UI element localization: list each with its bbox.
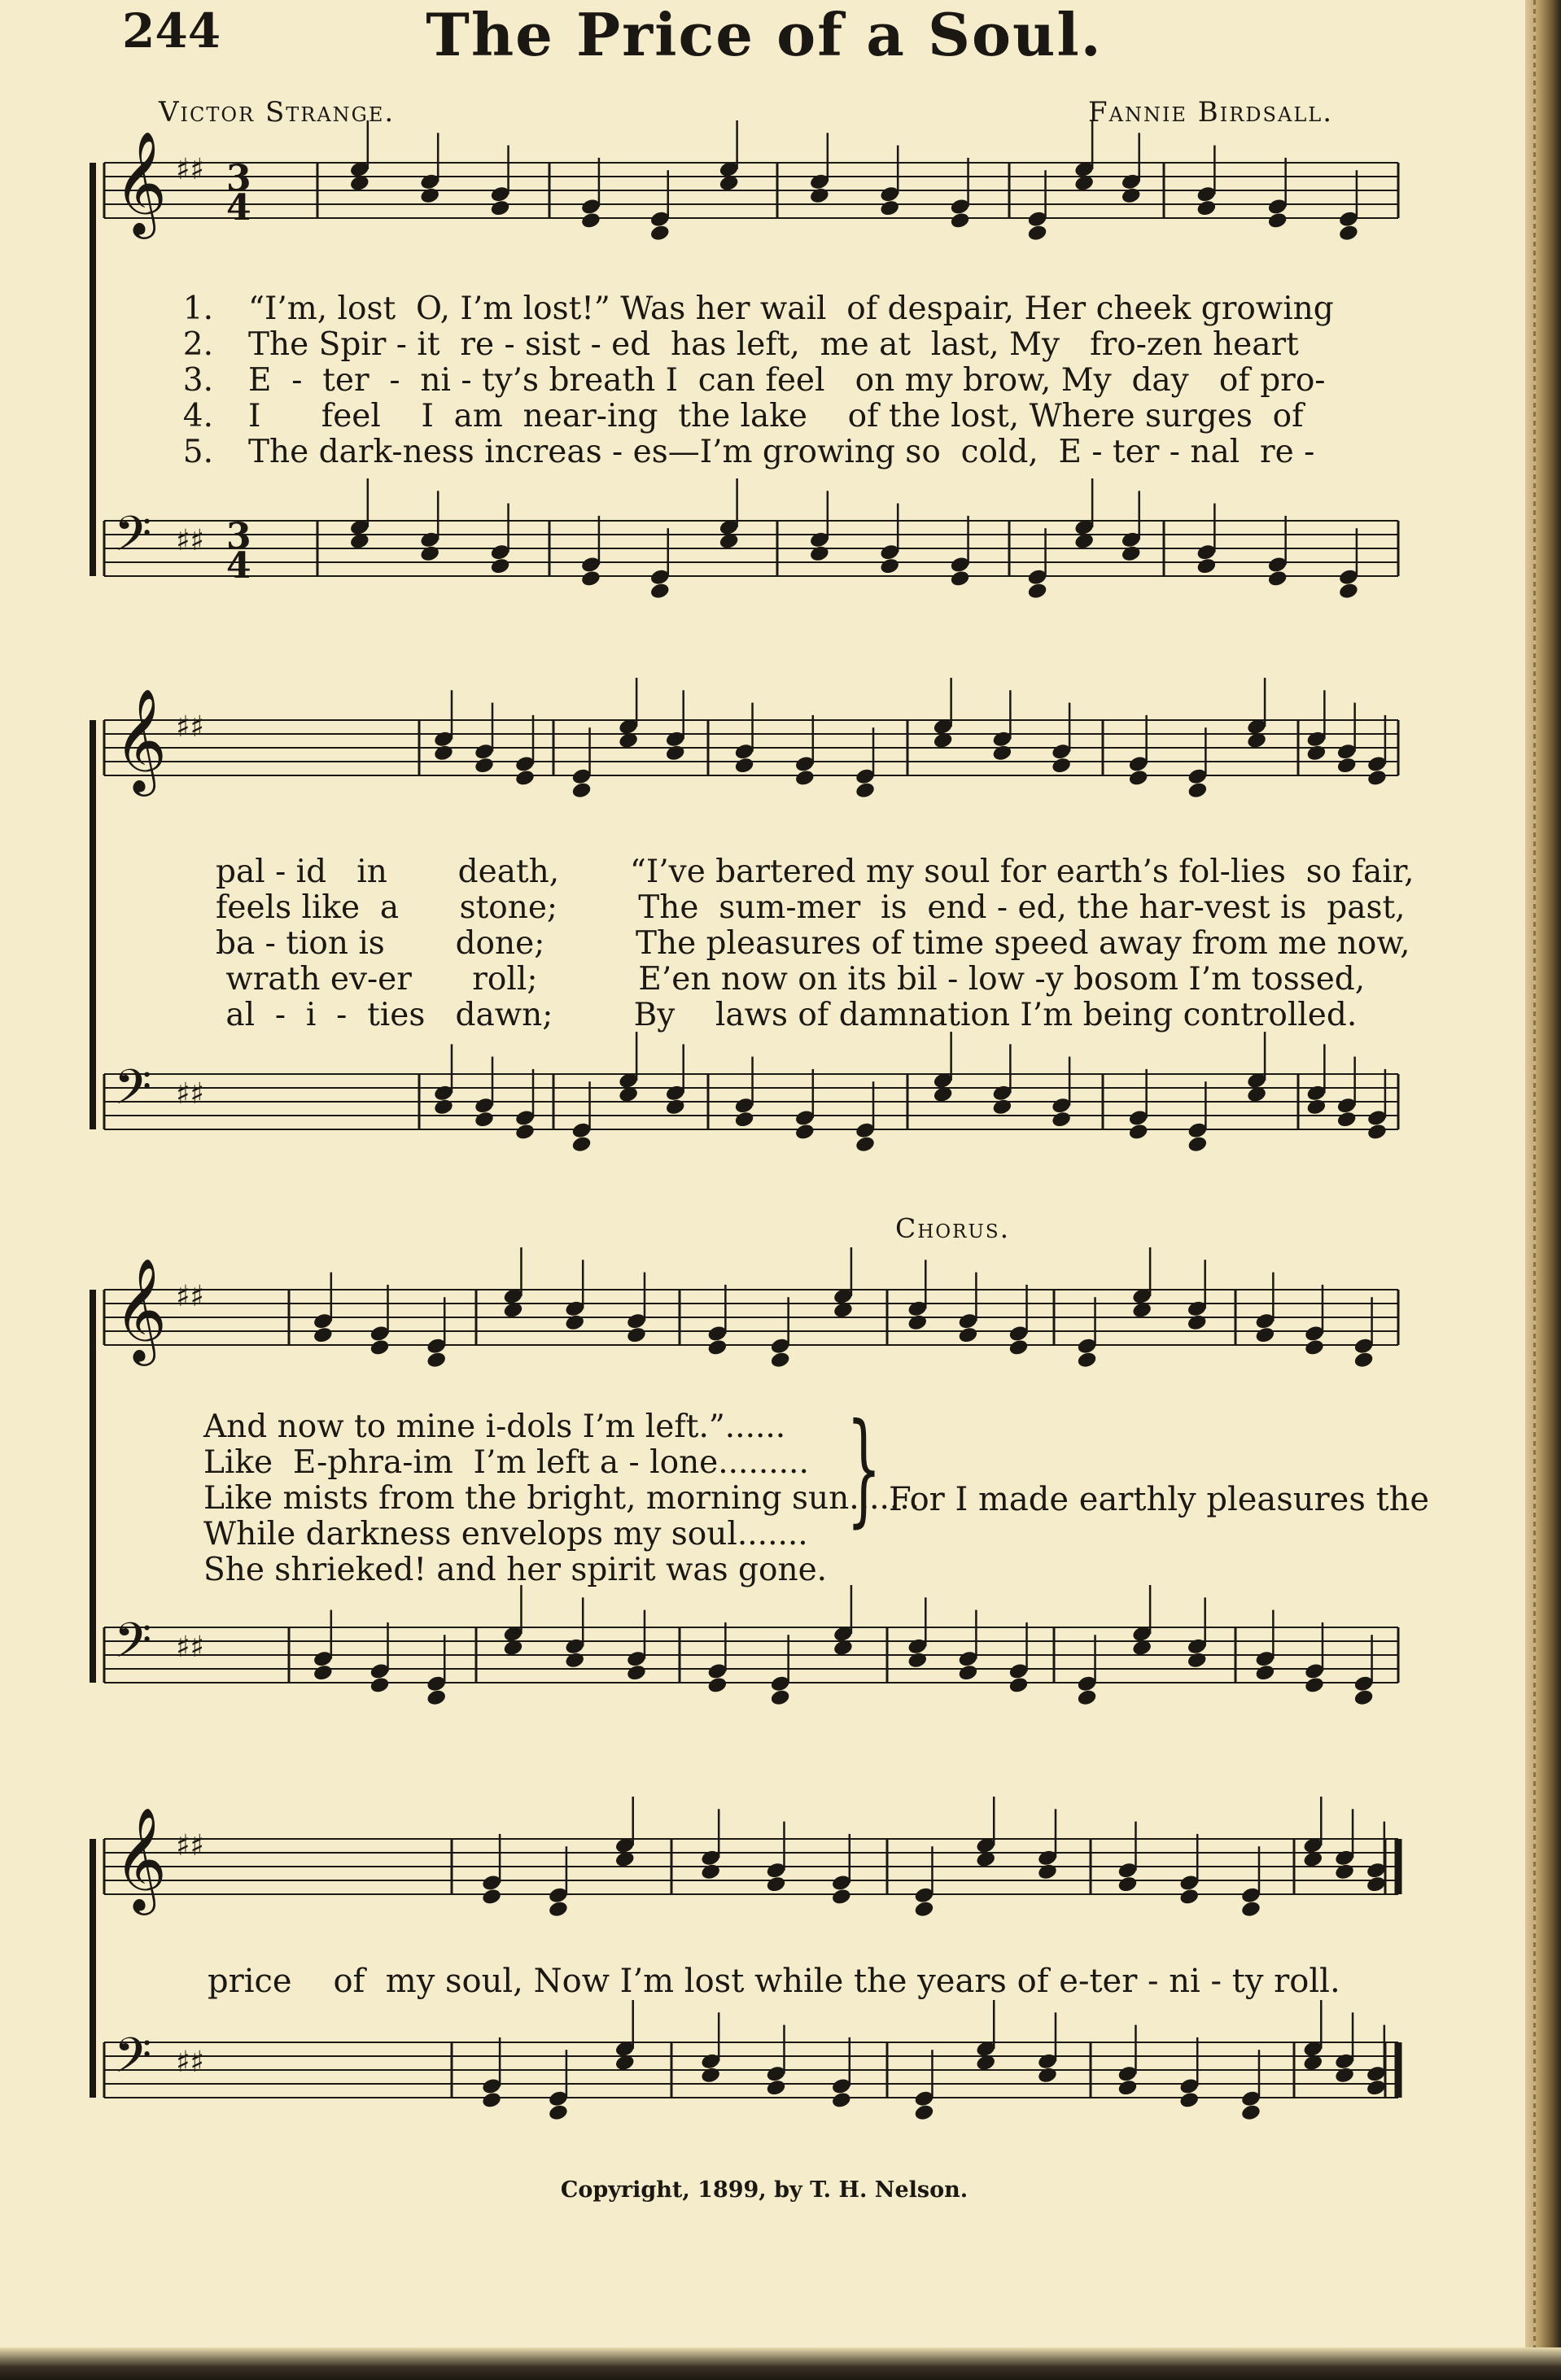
verse-line: pal - id in death, “I’ve bartered my soul for earth’s fol-lies so fair,	[216, 854, 1415, 890]
bass-clef: 𝄢	[114, 2027, 152, 2095]
time-signature: 3	[226, 516, 251, 557]
treble-clef: 𝄞	[114, 1257, 168, 1361]
notehead	[770, 1688, 791, 1707]
notehead	[1026, 582, 1047, 600]
notehead	[571, 781, 592, 800]
verse-line: The dark-ness increas - es—I’m growing so cold, E - ter - nal re -	[248, 434, 1315, 470]
notehead	[1353, 1688, 1375, 1707]
notehead	[626, 1663, 647, 1682]
notehead	[564, 1651, 585, 1670]
verse-line: She shrieked! and her spirit was gone.	[203, 1552, 828, 1588]
notehead	[489, 199, 510, 217]
notehead	[1366, 2078, 1387, 2097]
notehead	[1338, 582, 1359, 600]
notehead	[1026, 224, 1047, 242]
chorus-label: Chorus.	[895, 1212, 1011, 1244]
notehead	[665, 1098, 686, 1116]
bass-clef: 𝄢	[114, 505, 152, 574]
notehead	[765, 2078, 786, 2097]
notehead	[419, 186, 440, 205]
notehead	[809, 544, 830, 563]
notehead	[706, 1338, 728, 1357]
notehead	[433, 1098, 454, 1116]
verse-line: The Spir - it re - sist - ed has left, me at last, My fro-zen heart	[248, 326, 1299, 363]
notehead	[548, 2103, 569, 2122]
key-signature-sharps: ♯♯	[176, 1829, 204, 1863]
notehead	[1196, 557, 1217, 575]
notehead	[1305, 1098, 1327, 1116]
notehead	[313, 1325, 334, 1344]
verse-number: 1.	[182, 290, 213, 327]
notehead	[433, 744, 454, 762]
notehead	[1051, 756, 1072, 775]
notehead	[1037, 1863, 1058, 1881]
notehead	[879, 557, 900, 575]
notehead	[481, 1888, 502, 1906]
notehead	[419, 544, 440, 563]
notehead	[1187, 781, 1208, 800]
notehead	[426, 1351, 447, 1369]
notehead	[1240, 2103, 1261, 2122]
notehead	[957, 1663, 978, 1682]
notehead	[1254, 1325, 1275, 1344]
verse-line: ba - tion is done; The pleasures of time speed away from me now,	[216, 925, 1410, 962]
notehead	[1128, 1123, 1149, 1142]
verse-line: feels like a stone; The sum-mer is end - ed, the har-vest is past,	[216, 889, 1406, 926]
copyright-notice: Copyright, 1899, by T. H. Nelson.	[560, 2177, 969, 2203]
notehead	[1240, 1900, 1261, 1919]
notehead	[855, 1135, 876, 1154]
notehead	[649, 224, 671, 242]
notehead	[907, 1313, 928, 1332]
notehead	[879, 199, 900, 217]
notehead	[1267, 570, 1288, 588]
notehead	[313, 1663, 334, 1682]
key-signature-sharps: ♯♯	[176, 2046, 204, 2079]
notehead	[1336, 1110, 1358, 1129]
notehead	[1008, 1676, 1029, 1695]
verse-number: 3.	[182, 362, 213, 399]
key-signature-sharps: ♯♯	[176, 1280, 204, 1313]
notehead	[1117, 1875, 1138, 1893]
notehead	[1051, 1110, 1072, 1129]
bass-clef: 𝄢	[114, 1612, 152, 1680]
notehead	[1304, 1676, 1325, 1695]
notehead	[1117, 2078, 1138, 2097]
notehead	[1076, 1351, 1097, 1369]
notehead	[706, 1676, 728, 1695]
notehead	[649, 582, 671, 600]
notehead	[1187, 1651, 1208, 1670]
notehead	[1334, 1863, 1355, 1881]
verse-number: 2.	[182, 326, 213, 363]
verse-line: And now to mine i-dols I’m left.”......	[203, 1408, 786, 1445]
time-signature: 4	[226, 545, 251, 587]
notehead	[1336, 756, 1358, 775]
notehead	[571, 1135, 592, 1154]
notehead	[1008, 1338, 1029, 1357]
notehead	[1196, 199, 1217, 217]
notehead	[1334, 2066, 1355, 2085]
verse-line: wrath ev-er roll; E’en now on its bil - low -y bosom I’m tossed,	[216, 961, 1366, 998]
key-signature-sharps: ♯♯	[176, 153, 204, 186]
time-signature: 4	[226, 187, 251, 229]
chorus-lyric: For I made earthly pleasures the	[889, 1481, 1430, 1518]
final-lyric-line: price of my soul, Now I’m lost while the years of e-ter - ni - ty roll.	[208, 1963, 1340, 2000]
notehead	[765, 1875, 786, 1893]
notehead	[1121, 544, 1142, 563]
notehead	[1128, 769, 1149, 788]
system-bracket	[90, 1839, 96, 2098]
verse-line: al - i - ties dawn; By laws of damnation I’m being controlled.	[216, 997, 1358, 1033]
notehead	[1187, 1313, 1208, 1332]
notehead	[949, 570, 970, 588]
notehead	[1178, 1888, 1200, 1906]
notehead	[474, 1110, 495, 1129]
notehead	[369, 1676, 390, 1695]
notehead	[1338, 224, 1359, 242]
notehead	[1178, 2091, 1200, 2110]
notehead	[991, 744, 1012, 762]
notehead	[770, 1351, 791, 1369]
notehead	[700, 1863, 721, 1881]
time-signature: 3	[226, 158, 251, 199]
notehead	[626, 1325, 647, 1344]
notehead	[855, 781, 876, 800]
notehead	[481, 2091, 502, 2110]
notehead	[564, 1313, 585, 1332]
composer-credit: Fannie Birdsall.	[1088, 96, 1333, 129]
notehead	[1076, 1688, 1097, 1707]
notehead	[991, 1098, 1012, 1116]
notehead	[949, 212, 970, 230]
notehead	[1366, 1123, 1388, 1142]
notehead	[1366, 1875, 1387, 1893]
notehead	[1121, 186, 1142, 205]
notehead	[907, 1651, 928, 1670]
notehead	[1305, 744, 1327, 762]
bass-clef: 𝄢	[114, 1059, 152, 1127]
verse-number: 5.	[182, 434, 213, 470]
notehead	[794, 1123, 815, 1142]
notehead	[733, 756, 754, 775]
notehead	[514, 1123, 536, 1142]
hymn-title: The Price of a Soul.	[426, 0, 1103, 69]
notehead	[1353, 1351, 1375, 1369]
notehead	[489, 557, 510, 575]
verse-line: I feel I am near-ing the lake of the lost, Where surges of	[248, 398, 1304, 435]
notehead	[1037, 2066, 1058, 2085]
verse-line: Like E-phra-im I’m left a - lone.........	[203, 1444, 809, 1481]
lyricist-credit: Victor Strange.	[159, 96, 396, 129]
page-number: 244	[122, 3, 221, 59]
treble-clef: 𝄞	[114, 688, 168, 792]
notehead	[1187, 1135, 1208, 1154]
notehead	[1254, 1663, 1275, 1682]
notehead	[957, 1325, 978, 1344]
notehead	[474, 756, 495, 775]
verse-line: Like mists from the bright, morning sun.......	[203, 1480, 920, 1517]
verse-number: 4.	[182, 398, 213, 435]
notehead	[580, 212, 601, 230]
notehead	[733, 1110, 754, 1129]
key-signature-sharps: ♯♯	[176, 1077, 204, 1111]
notehead	[548, 1900, 569, 1919]
notehead	[580, 570, 601, 588]
notehead	[794, 769, 815, 788]
treble-clef: 𝄞	[114, 130, 168, 234]
key-signature-sharps: ♯♯	[176, 1631, 204, 1664]
notehead	[809, 186, 830, 205]
notehead	[665, 744, 686, 762]
notehead	[700, 2066, 721, 2085]
key-signature-sharps: ♯♯	[176, 710, 204, 744]
notehead	[426, 1688, 447, 1707]
verse-line: E - ter - ni - ty’s breath I can feel on my brow, My day of pro-	[248, 362, 1326, 399]
notehead	[514, 769, 536, 788]
notehead	[831, 2091, 852, 2110]
system-bracket	[90, 1290, 96, 1683]
notehead	[1267, 212, 1288, 230]
notehead	[913, 1900, 934, 1919]
notehead	[369, 1338, 390, 1357]
verse-line: “I’m, lost O, I’m lost!” Was her wail of despair, Her cheek growing	[248, 290, 1334, 327]
notehead	[831, 1888, 852, 1906]
treble-clef: 𝄞	[114, 1806, 168, 1911]
system-bracket	[90, 720, 96, 1129]
key-signature-sharps: ♯♯	[176, 524, 204, 557]
notehead	[1304, 1338, 1325, 1357]
notehead	[913, 2103, 934, 2122]
system-bracket	[90, 163, 96, 576]
verse-line: While darkness envelops my soul.......	[203, 1516, 808, 1552]
lyric-brace: }	[846, 1398, 881, 1539]
notehead	[1366, 769, 1388, 788]
